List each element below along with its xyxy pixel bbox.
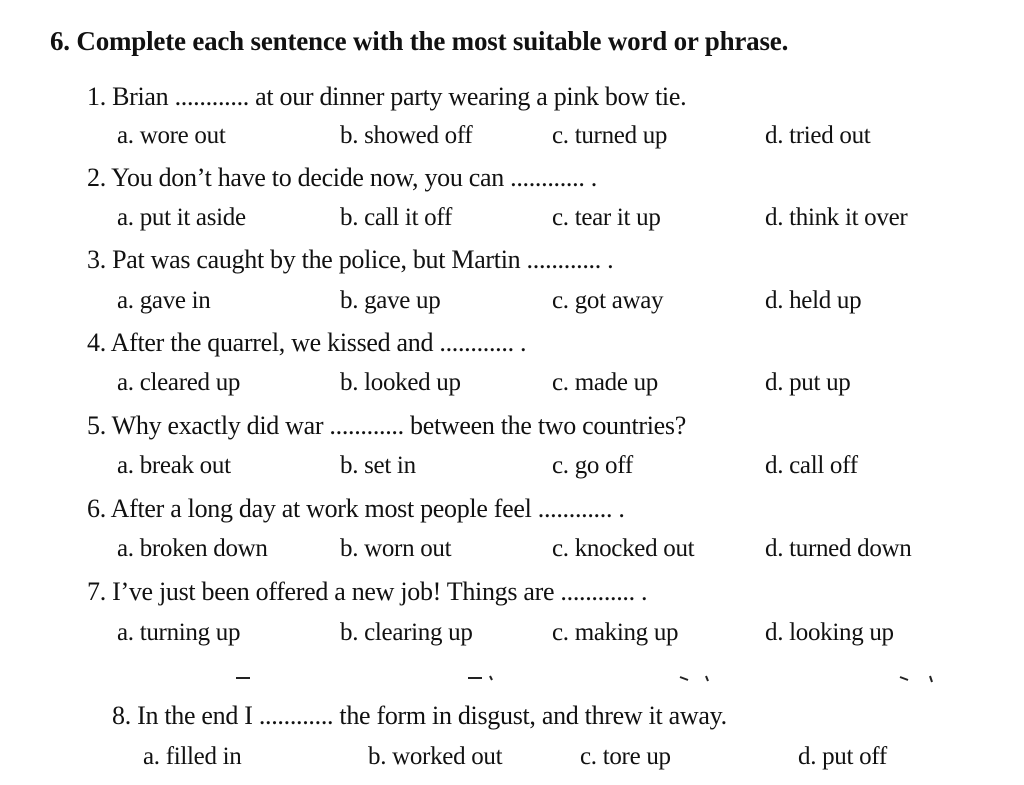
exercise-heading: 6. Complete each sentence with the most suitable word or phrase. [50, 26, 789, 56]
q8-option-a: a. filled in [143, 743, 242, 770]
q4-option-d: d. put up [765, 369, 851, 396]
q7-option-c: c. making up [552, 619, 679, 646]
q2-option-c: c. tear it up [552, 204, 661, 231]
question-1: 1. Brian ............ at our dinner party wearing a pink bow tie. [87, 82, 687, 111]
q3-option-a: a. gave in [117, 287, 211, 314]
question-7: 7. I’ve just been offered a new job! Things are ............ . [87, 577, 648, 606]
q4-option-b: b. looked up [340, 369, 461, 396]
question-6: 6. After a long day at work most people feel ............ . [87, 494, 625, 523]
question-4: 4. After the quarrel, we kissed and ............ . [87, 328, 527, 357]
question-3: 3. Pat was caught by the police, but Martin ............ . [87, 245, 614, 274]
q3-option-c: c. got away [552, 287, 664, 314]
question-2: 2. You don’t have to decide now, you can ............ . [87, 163, 597, 192]
q8-option-b: b. worked out [368, 743, 503, 770]
question-8: 8. In the end I ............ the form in disgust, and threw it away. [112, 701, 727, 730]
q6-option-d: d. turned down [765, 535, 912, 562]
question-5: 5. Why exactly did war ............ between the two countries? [87, 411, 686, 440]
q1-option-d: d. tried out [765, 122, 871, 149]
q4-option-c: c. made up [552, 369, 658, 396]
q1-option-b: b. showed off [340, 122, 473, 149]
q2-option-b: b. call it off [340, 204, 452, 231]
q5-option-d: d. call off [765, 452, 858, 479]
q3-option-d: d. held up [765, 287, 862, 314]
q5-option-a: a. break out [117, 452, 231, 479]
q7-option-b: b. clearing up [340, 619, 473, 646]
q6-option-a: a. broken down [117, 535, 268, 562]
q8-option-d: d. put off [798, 743, 887, 770]
q5-option-b: b. set in [340, 452, 416, 479]
q8-option-c: c. tore up [580, 743, 671, 770]
q1-option-c: c. turned up [552, 122, 668, 149]
q3-option-b: b. gave up [340, 287, 441, 314]
q2-option-d: d. think it over [765, 204, 908, 231]
q6-option-b: b. worn out [340, 535, 452, 562]
q4-option-a: a. cleared up [117, 369, 241, 396]
q7-option-a: a. turning up [117, 619, 241, 646]
q5-option-c: c. go off [552, 452, 633, 479]
q7-option-d: d. looking up [765, 619, 894, 646]
q2-option-a: a. put it aside [117, 204, 246, 231]
page-seam-marks [228, 672, 948, 684]
q6-option-c: c. knocked out [552, 535, 695, 562]
q1-option-a: a. wore out [117, 122, 226, 149]
